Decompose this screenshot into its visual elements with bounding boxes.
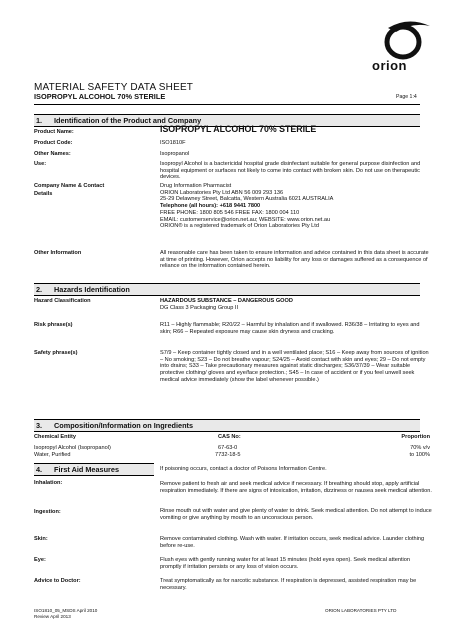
use-value: Isopropyl Alcohol is a bactericidal hospital grade disinfectant suitable for general purpose disinfection and hospital equipment or surfaces not likely to come into contact with broken skin. Do not use on therapeutic devices. [160, 161, 421, 181]
col-cas-no: CAS No: [218, 434, 241, 440]
product-code-value: ISO1810F [160, 140, 186, 146]
risk-phrases-label: Risk phrase(s) [34, 322, 73, 328]
section-number: 3. [36, 421, 43, 430]
table-cell-cas: 7732-18-5 [215, 452, 241, 458]
section-title: Composition/Information on Ingredients [54, 421, 194, 430]
risk-phrases-value: R11 – Highly flammable; R20/22 – Harmful by inhalation and if swallowed. R36/38 – Irritating to eyes and skin; R66 – Repeated exposure may cause skin dryness and cracking. [160, 322, 420, 335]
ingestion-value: Rinse mouth out with water and give plenty of water to drink. Seek medical attention. Do not attempt to induce vomiting or give anything by mouth to an unconscious person. [160, 508, 432, 521]
company-details [160, 183, 432, 230]
eye-label: Eye: [34, 557, 46, 563]
table-cell-cas: 67-63-0 [218, 445, 238, 451]
company-line: ORION Laboratories Pty Ltd ABN 56 009 293 136 [160, 189, 284, 196]
product-name-label: Product Name: [34, 129, 74, 135]
other-info-label: Other Information [34, 250, 82, 256]
table-cell-proportion: to 100% [409, 452, 430, 458]
inhalation-label: Inhalation: [34, 480, 63, 486]
product-name-value: ISOPROPYL ALCOHOL 70% STERILE [160, 124, 317, 134]
company-line: 25-29 Delawney Street, Balcatta, Western Australia 6021 AUSTRALIA [160, 196, 334, 203]
skin-label: Skin: [34, 536, 48, 542]
safety-phrases-label: Safety phrase(s) [34, 350, 78, 356]
other-info-value: All reasonable care has been taken to ensure information and advice contained in this data sheet is accurate at time of printing. However, Orion accepts no liability for any loss or damages suffered as a consequence of reliance on the information contained herein. [160, 250, 429, 270]
section-title: First Aid Measures [54, 465, 120, 474]
hazard-classification-label: Hazard Classification [34, 298, 91, 304]
section-number: 1. [36, 116, 43, 125]
skin-value: Remove contaminated clothing. Wash with water. If irritation occurs, seek medical advice. Launder clothing before re-use. [160, 536, 425, 549]
hazard-class-line: DG Class 3 Packaging Group II [160, 304, 239, 311]
section-title: Identification of the Product and Company [54, 116, 202, 125]
section-2-header [34, 283, 420, 296]
brand-name: orion [372, 58, 407, 73]
section-title: Hazards Identification [54, 285, 130, 294]
product-code-label: Product Code: [34, 140, 73, 146]
document-title: MATERIAL SAFETY DATA SHEET [34, 82, 194, 93]
ingestion-label: Ingestion: [34, 509, 61, 515]
safety-phrases-value: S7/9 – Keep container tightly closed and in a well ventilated place; S16 – Keep away from sources of ignition – No smoking; S23 – Do not breathe vapour; S24/25 – Avoid contact with skin and eyes; 29 – Do not empty into drains; S33 – Take precautionary measures against static discharges; S36/37/39 – Wear suitable protective clothing/ gloves and eye/face protection.; S45 – In case of accident or if you feel unwell seek medical advice immediately (show the label whenever possible.) [160, 350, 429, 383]
table-cell-entity: Water, Purified [34, 452, 71, 458]
trademark-note: ORION® is a registered trademark of Orion Laboratories Pty Ltd [160, 223, 319, 230]
section-4-header [34, 463, 154, 476]
first-aid-intro: If poisoning occurs, contact a doctor of Poisons Information Centre. [160, 466, 327, 472]
hazard-classification-value [160, 298, 432, 311]
company-line: Drug Information Pharmacist [160, 183, 232, 189]
product-title: ISOPROPYL ALCOHOL 70% STERILE [34, 92, 166, 101]
use-label: Use: [34, 161, 47, 167]
doctor-advice-value: Treat symptomatically as for narcotic substance. If respiration is depressed, assisted respiration may be necessary. [160, 578, 417, 591]
other-names-value: Isopropanol [160, 151, 190, 157]
section-number: 2. [36, 285, 43, 294]
section-3-header [34, 419, 420, 432]
footer-doc-ref: ISO1810_05_MSDS April 2010 [34, 608, 98, 613]
company-label-line2: Details [34, 191, 53, 197]
col-proportion: Proportion [401, 434, 430, 440]
table-cell-entity: Isopropyl Alcohol (Isopropanol) [34, 445, 111, 451]
phone-fax: FREE PHONE: 1800 805 546 FREE FAX: 1800 004 110 [160, 209, 300, 216]
col-chemical-entity: Chemical Entity [34, 434, 76, 440]
page-number: Page 1:4 [396, 94, 417, 100]
eye-value: Flush eyes with gently running water for at least 15 minutes (hold eyes open). Seek medical attention promptly if irritation persists or any loss of vision occurs. [160, 557, 410, 570]
email-website: EMAIL: customerservice@orion.net.au; WEBSITE: www.orion.net.au [160, 216, 331, 223]
table-cell-proportion: 70% v/v [410, 445, 430, 451]
telephone: Telephone (all hours): +618 9441 7800 [160, 203, 261, 210]
doctor-advice-label: Advice to Doctor: [34, 578, 81, 584]
footer-review: Review April 2013 [34, 613, 71, 619]
company-label-line1: Company Name & Contact [34, 183, 105, 189]
hazard-class-line: HAZARDOUS SUBSTANCE – DANGEROUS GOOD [160, 298, 293, 304]
footer-left [34, 608, 97, 619]
inhalation-value: Remove patient to fresh air and seek medical advice if necessary. If breathing should stop, apply artificial respiration immediately. If there are signs of intoxication, irritation, dizziness or nausea seek medical attention. [160, 481, 432, 494]
other-names-label: Other Names: [34, 151, 71, 157]
divider [34, 104, 420, 105]
section-number: 4. [36, 465, 43, 474]
footer-company: ORION LABORATORIES PTY LTD [325, 608, 397, 613]
